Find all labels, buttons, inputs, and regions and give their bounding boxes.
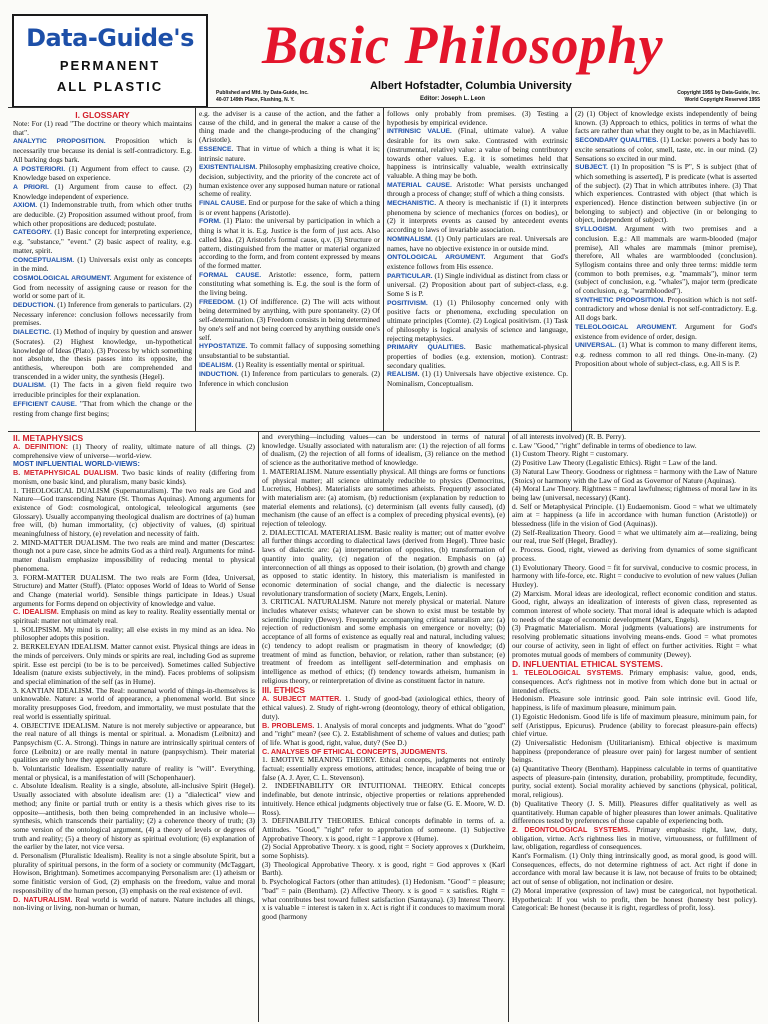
- glossary-term: SYNTHETIC PROPOSITION.: [575, 296, 666, 304]
- glossary-entry: PRIMARY QUALITIES. Basic mathematical-physical properties of bodies (e.g. extension, motion). Contrast: secondary qualities.: [387, 342, 569, 370]
- logo-line-plastic: ALL PLASTIC: [56, 79, 164, 94]
- paragraph: (2) Self-Realization Theory. Good = what we ultimately aim at—realizing, being our real, true Self (Hegel, Bradley).: [512, 527, 757, 546]
- paragraph: c. Law "Good," "right" definable in terms of obedience to law.: [512, 440, 697, 450]
- glossary-entry: HYPOSTATIZE. To commit fallacy of supposing something unsubstantial to be substantial.: [199, 341, 380, 360]
- paragraph: b. Voluntaristic Idealism. Essentially nature of reality is "will". Everything, mental or physical, is a manifestation of will (Schopenhauer).: [13, 764, 255, 782]
- paragraph: (3) Pragmatic Materialism. Moral judgments (valuations) are instruments for resolving problematic situations involving means-ends. Good = what promotes our course of activity, seen in light of effect on further activities. Right = what promotes mutual goods of members of community (Dewey).: [512, 623, 757, 659]
- world-views-heading: MOST INFLUENTIAL WORLD-VIEWS:: [13, 459, 140, 469]
- glossary-term: EFFICIENT CAUSE.: [13, 400, 77, 408]
- glossary-term: PRIMARY QUALITIES.: [387, 344, 466, 352]
- author: Albert Hofstadter, Columbia University: [370, 80, 572, 92]
- paragraph: d. Self or Metaphysical Principle. (1) Eudaemonism. Good = what we ultimately aim at = happiness (a life in accordance with human function (Aristotle)) or blessedness (life in the vision of God (Aquinas)).: [512, 501, 757, 529]
- deontological-heading: 2. DEONTOLOGICAL SYSTEMS.: [512, 824, 630, 834]
- paragraph: of all interests involved) (R. B. Perry).: [512, 433, 626, 441]
- glossary-entry: UNIVERSAL. (1) What is common to many different items, e.g. redness common to all red things. One-in-many. (2) Proposition about whole of subject-class, e.g. All S is P.: [575, 340, 757, 368]
- glossary-entry: follows only probably from premises. (3) Testing a hypothesis by empirical evidence.: [387, 110, 568, 127]
- glossary-entry: ONTOLOGICAL ARGUMENT. Argument that God's existence follows from His essence.: [387, 252, 568, 271]
- glossary-term: PARTICULAR.: [387, 272, 433, 280]
- paragraph: c. Absolute Idealism. Reality is a single, absolute, all-inclusive Spirit (Hegel). Usually associated with absolute idealism are: (1) a "dialectical" view and method; any finite or partial truth or entity is a thesis which gives rise to its opposite—antithesis, both then being comprehended in an inclusive whole—synthesis, which transcends their partiality; (2) a coherence theory of truth; (3) some version of the ontological argument, (4) a theory of levels or degrees of truth and reality; (5) a theory of history as spiritual evolution; (6) explanation of the earlier by the later, not vice versa.: [13, 781, 255, 852]
- glossary-entry: EXISTENTIALISM. Philosophy emphasizing creative choice, decision, subjectivity, and the priority of the concrete act of human existence over any supposed human nature or rational scheme of reality.: [199, 162, 381, 199]
- glossary-entry: ANALYTIC PROPOSITION. Proposition which is necessarily true because its denial is self-contradictory. E.g. All barking dogs bark.: [13, 136, 193, 164]
- paragraph: 1. Analysis of moral concepts and judgments. What do "good" and "right" mean? (see C). 2. Establishment of scheme of values and duties; path of life. What is good, right, value, duty? (See D.): [262, 720, 505, 747]
- copyright-line: Copyright 1955 by Data-Guide, Inc.: [677, 90, 760, 96]
- glossary-term: UNIVERSAL.: [575, 342, 617, 350]
- glossary-entry: MECHANISTIC. A theory is mechanistic if (1) it interprets phenomena by science of mechanics (forces on bodies), or (2) it interprets events as caused by antecedent events according to laws of invariable association.: [387, 198, 568, 235]
- glossary-term: FORM.: [199, 218, 221, 226]
- paragraph: (1) Egoistic Hedonism. Good life is life of maximum pleasure, minimum pain, for self (Aristippus, Epicurus). Prudence (ability to forecast pleasure-pain effects) chief virtue.: [512, 711, 757, 739]
- paragraph: b. Psychological Factors (other than attitudes). (1) Hedonism. "Good" = pleasure; "bad" = pain (Bentham). (2) Affective Theory. x is good = x satisfies. Right = what contributes best toward fullest satisfaction (Santayana). (3) Interest Theory. x is valuable = interest is taken in x. Act is right if it conduces to maximum moral good (harmony: [262, 877, 505, 921]
- publisher-address: 40-07 149th Place, Flushing, N. Y.: [216, 97, 295, 103]
- glossary-term: COSMOLOGICAL ARGUMENT.: [13, 274, 112, 282]
- metaphysics-heading: II. METAPHYSICS: [13, 433, 84, 443]
- paragraph: (2) Moral imperative (expression of law) must be categorical, not hypothetical. Hypothetical: If you wish to profit, then be honest (honesty best policy). Categorical: Be honest (because it is right, regardless of profit, loss).: [512, 885, 757, 913]
- glossary-entry: Note: For (1) read "The doctrine or theory which maintains that".: [13, 119, 192, 137]
- subject-matter-heading: A. SUBJECT MATTER.: [262, 694, 342, 704]
- paragraph: Primary emphasis: value, good, ends, consequences. Act's rightness not in motive from which done but in actual or intended effects.: [512, 668, 757, 695]
- glossary-entry: INTRINSIC VALUE. (Final, ultimate value). A value desirable for its own sake. Contrasted with extrinsic (instrumental, relative) value: a value of being contributory towards other values. E.g. it is sometimes held that happiness is intrinsically valuable, wealth extrinsically valuable. A thing may be both.: [387, 126, 568, 180]
- glossary-entry: DIALECTIC. (1) Method of inquiry by question and answer (Socrates). (2) Highest knowledge, un-hypothetical knowledge of Ideas (Plato). (3) Process by which something not absolute, the thesis passes into its opposite, the antithesis, whereupon both are comprehended and transcended in a wider unity, the synthesis (Hegel).: [13, 327, 192, 381]
- publisher-info: [216, 90, 309, 104]
- glossary-entry: INDUCTION. (1) Inference from particulars to generals. (2) Inference in which conclusion: [199, 369, 380, 389]
- glossary-entry: PARTICULAR. (1) Single individual as distinct from class or universal. (2) Proposition about part of subject-class, e.g. Some S is P.: [387, 270, 568, 299]
- glossary-heading: I. GLOSSARY: [75, 110, 130, 120]
- paragraph: (2) Marxism. Moral ideas are ideological, reflect economic condition and status. Good, right, always an idealization of interests of given class, represented as common interest of whole society. That moral ideal is adequate which is adapted to needs of the stage of economic development (Marx, Engels).: [512, 588, 757, 624]
- glossary-entry: (2) (1) Object of knowledge exists independently of being known. (3) Approach to ethics, politics in terms of what the facts are rather than what they ought to be, as in Machiavelli.: [575, 110, 757, 136]
- ethical-systems-column: [509, 433, 760, 1021]
- glossary-term: IDEALISM.: [199, 361, 234, 369]
- glossary-term: FORMAL CAUSE.: [199, 271, 262, 279]
- paragraph: 2. INDEFINABILITY OR INTUITIONAL THEORY. Ethical concepts indefinable, but denote intrinsic, objective properties or relations apprehended intuitively. Hence ethical judgments objectively true or false (G. E. Moore, W. D. Ross).: [262, 781, 505, 817]
- section-rule: [8, 431, 760, 432]
- paragraph: 1. THEOLOGICAL DUALISM (Supernaturalism). The two reals are God and Nature—God transcending Nature (St. Thomas Aquinas). Among arguments for existence of God: cosmological, ontological, teleological arguments (see Glossary). Usually accompanying theological dualism are doctrines of (a) human free will, (b) human immortality, (c) objectivity of values, (d) spiritual meaningfulness of history, (e) revelation and necessity of faith.: [13, 485, 255, 539]
- paragraph: (1) Evolutionary Theory. Good = fit for survival, conducive to cosmic process, in harmony with life-force, etc. Right = conducive to evolution of new values (Julian Huxley).: [512, 562, 757, 589]
- glossary-term: REALISM.: [387, 371, 420, 379]
- glossary-entry: DUALISM. (1) The facts in a given field require two irreducible principles for their explanation.: [13, 380, 192, 400]
- glossary-entry: TELEOLOGICAL ARGUMENT. Argument for God's existence from evidence of order, design.: [575, 321, 757, 341]
- glossary-term: AXIOM.: [13, 202, 38, 210]
- paragraph: (2) Social Approbative Theory. x is good, right = Society approves x (Durkheim, some Sophists).: [262, 842, 505, 861]
- header-rule: [8, 107, 760, 108]
- glossary-term: SYLLOGISM.: [575, 226, 617, 234]
- glossary-entry: IDEALISM. (1) Reality is essentially mental or spiritual.: [199, 359, 365, 369]
- glossary-term: POSITIVISM.: [387, 299, 428, 307]
- naturalism-heading: D. NATURALISM.: [13, 894, 73, 904]
- logo-text: Data-Guide's: [26, 24, 194, 52]
- copyright: [650, 90, 760, 104]
- copyright-reserved: World Copyright Reserved 1955: [684, 97, 760, 103]
- glossary-term: CONCEPTUALISM.: [13, 256, 75, 264]
- glossary-entry: MATERIAL CAUSE. Aristotle: What persists unchanged through a process of change; stuff of which a thing consists.: [387, 179, 568, 199]
- glossary-column-2: [196, 110, 383, 430]
- definition-text: (1) Theory of reality, ultimate nature of all things. (2) comprehensive view of universe—world-view.: [13, 442, 255, 460]
- paragraph: Emphasis on mind as key to reality. Reality essentially mental or spiritual: matter not ultimately real.: [13, 607, 255, 626]
- paragraph: Two basic kinds of reality (differing from monism, one basic kind, and pluralism, many basic kinds).: [13, 468, 255, 486]
- ethical-systems-heading: D. INFLUENTIAL ETHICAL SYSTEMS.: [512, 659, 663, 670]
- idealism-heading: C. IDEALISM.: [13, 607, 59, 617]
- glossary-entry: FORMAL CAUSE. Aristotle: essence, form, pattern constituting what something is. E.g. the soul is the form of the living being.: [199, 269, 380, 298]
- publisher-line: Published and Mfd. by Data-Guide, Inc.: [216, 90, 309, 96]
- paragraph: (4) Moral Law Theory. Rightness = moral lawfulness; rightness of moral law in its being law (universal, necessary) (Kant).: [512, 484, 757, 502]
- glossary-term: SECONDARY QUALITIES.: [575, 137, 659, 145]
- paragraph: (a) Quantitative Theory (Bentham). Happiness calculable in terms of quantitative aspects of pleasure-pain (intensity, duration, probability, promptitude, fecundity, purity, social extent). Social morality achieved by sanctions (physical, political, moral, religious).: [512, 764, 757, 800]
- glossary-term: NOMINALISM.: [387, 235, 433, 243]
- paragraph: 1. Study of good-bad (axiological ethics, theory of ethical values). 2. Study of right-wrong (deontology, theory of ethical obligation, duty).: [262, 694, 505, 721]
- dualism-heading: B. METAPHYSICAL DUALISM.: [13, 468, 119, 478]
- glossary-term: DIALECTIC.: [13, 329, 52, 337]
- paragraph: (3) Theological Approbative Theory. x is good, right = God approves x (Karl Barth).: [262, 859, 505, 878]
- paragraph: 1. EMOTIVE MEANING THEORY. Ethical concepts, judgments not entirely factual; essentially express emotions, attitudes; hence, incapable of being true or false (A. J. Ayer, C. L. Stevenson).: [262, 755, 505, 782]
- glossary-entry: REALISM. (1) (1) Universals have objective existence. Cp. Nominalism, Conceptualism.: [387, 369, 568, 389]
- glossary-term: MATERIAL CAUSE.: [387, 181, 452, 189]
- glossary-term: HYPOSTATIZE.: [199, 343, 248, 351]
- glossary-entry: SUBJECT. (1) In proposition "S is P", S is subject (that of which something is asserted), P is predicate (what is asserted of the subject). (2) That in which attributes inhere. (3) That which experiences. Contrasted with object (that which is experienced). Hence distinction between subjective (in or belonging to subject) and objective (in or belonging to object, independent of subject).: [575, 162, 757, 225]
- glossary-entry: POSITIVISM. (1) (1) Philosophy concerned only with positive facts or phenomena, excluding speculation on ultimate principles (Comte). (2) Logical positivism. (1) Task of philosophy is logical analysis of science and language, rejecting metaphysics.: [387, 297, 568, 343]
- paragraph: Real world is world of nature. Nature includes all things, non-living or living, non-human or human,: [13, 894, 255, 913]
- paragraph: Kant's Formalism. (1) Only thing intrinsically good, as moral good, is good will. Consequences, effects, do not determine rightness of act. Act right if done in accordance with moral law because it is law, not because of fruits to be obtained; act out of sense of obligation, not inclination or desire.: [512, 851, 757, 887]
- glossary-term: DEDUCTION.: [13, 302, 56, 310]
- paragraph: (b) Qualitative Theory (J. S. Mill). Pleasures differ qualitatively as well as quantitatively. Human capable of higher pleasures than lower animals. Qualitative differences tested by preferences of those capable of experiencing both.: [512, 798, 757, 826]
- metaphysics-column: [10, 433, 258, 1021]
- definition-heading: A. DEFINITION:: [13, 442, 69, 451]
- glossary-term: SUBJECT.: [575, 164, 608, 172]
- paragraph: (2) Positive Law Theory (Legalistic Ethics). Right = Law of the land.: [512, 458, 717, 468]
- naturalism-ethics-column: [259, 433, 508, 1021]
- glossary-term: A POSTERIORI.: [13, 165, 66, 173]
- glossary-term: CATEGORY.: [13, 229, 52, 237]
- glossary-term: FINAL CAUSE.: [199, 200, 247, 208]
- glossary-term: EXISTENTIALISM.: [199, 164, 258, 172]
- glossary-entry: NOMINALISM. (1) Only particulars are real. Universals are names, have no objective existence in or outside mind.: [387, 233, 568, 253]
- glossary-term: DUALISM.: [13, 382, 46, 390]
- glossary-term: ANALYTIC PROPOSITION.: [13, 138, 106, 146]
- paragraph: 2. BERKELEYAN IDEALISM. Matter cannot exist. Physical things are ideas in the minds of perceivers. Only minds or spirits are real, including God as supreme spirit. Esse est percipi (to be is to be perceived). Sometimes called Subjective Idealism (nature exists subjectively, in the mind). Faces problems of solipsism and special elimination of the self (as in Hume).: [13, 642, 255, 686]
- glossary-term: ESSENCE.: [199, 145, 234, 153]
- paragraph: and everything—including values—can be understood in terms of natural knowledge. Usually associated with naturalism are: (1) the rejection of all forms of dualism, (2) the rejection of all forms of idealism, (3) reliance on the method of science as the authoritative method of knowledge.: [262, 433, 505, 468]
- glossary-entry: DEDUCTION. (1) Inference from generals to particulars. (2) Necessary inference: conclusion follows necessarily from premises.: [13, 300, 192, 328]
- analyses-heading: C. ANALYSES OF ETHICAL CONCEPTS, JUDGMENTS.: [262, 746, 448, 756]
- paragraph: (2) Universalistic Hedonism (Utilitarianism). Ethical objective is maximum happiness (preponderance of pleasure over pain) for largest number of sentient beings.: [512, 737, 757, 765]
- paragraph: 3. FORM-MATTER DUALISM. The two reals are Form (Idea, Universal, Structure) and Matter (Stuff). (Plato: opposes World of Ideas to World of Sense and Change (material world). Sensible things participate in Ideas.) Usual arguments for Forms depend on objectivity of knowledge and value.: [13, 572, 255, 608]
- glossary-entry: SYLLOGISM. Argument with two premises and a conclusion. E.g.: All mammals are warm-blooded (major premise), All whales are mammals (minor premise), therefore, All whales are warmblooded (conclusion). Syllogism contains three and only three terms: middle term (common to both premises, e.g. "mammals"), minor term (subject of conclusion, e.g. "whales"), major term (predicate of conclusion, e.g. "warmblooded").: [575, 224, 757, 296]
- paragraph: 3. KANTIAN IDEALISM. The Real: noumenal world of things-in-themselves is unknowable. Nature: a world of appearance, a phenomenal world. But since morality presupposes God, freedom, and immortality, we must postulate that the real world is essentially spiritual.: [13, 685, 255, 721]
- paragraph: Primary emphasis: right, law, duty, obligation, virtue. Act's rightness lies in motive, virtuousness, or fulfillment of law, obligation, regardless of consequences.: [512, 824, 757, 852]
- glossary-entry: e.g. the adviser is a cause of the action, and the father a cause of the child, and in general the maker a cause of the thing made and the change-producing of the changing" (Aristotle).: [199, 110, 380, 145]
- paragraph: 4. OBJECTIVE IDEALISM. Nature is not merely subjective or appearance, but the real nature of all things is mental or spiritual. a. Monadism (Leibnitz) and Panpsychism (C. A. Strong). Things in nature are intrinsically spiritual centers of force (Leibnitz) or are really mental in nature (panpsychism). Their material qualities are only how they appear outwardly.: [13, 720, 255, 765]
- logo: [12, 14, 208, 108]
- glossary-term: ONTOLOGICAL ARGUMENT.: [387, 254, 486, 262]
- glossary-entry: A PRIORI. (1) Argument from cause to effect. (2) Knowledge independent of experience.: [13, 181, 192, 201]
- ethics-heading: III. ETHICS: [262, 685, 305, 696]
- editor: Editor: Joseph L. Leon: [420, 96, 486, 102]
- teleological-heading: 1. TELEOLOGICAL SYSTEMS.: [512, 668, 624, 678]
- glossary-entry: CONCEPTUALISM. (1) Universals exist only as concepts in the mind.: [13, 254, 192, 274]
- glossary-entry: ESSENCE. That in virtue of which a thing is what it is; intrinsic nature.: [199, 143, 380, 163]
- paragraph: (3) Natural Law Theory. Goodness or rightness = harmony with the Law of Nature (Stoics) or harmony with the Law of God as Governor of Nature (Aquinas).: [512, 466, 757, 485]
- glossary-entry: SECONDARY QUALITIES. (1) Locke: powers a body has to excite sensations of color, smell, taste, etc. in our mind. (2) Sensations so excited in our mind.: [575, 135, 757, 163]
- paragraph: 3. CRITICAL NATURALISM. Nature not merely physical or material. Nature includes whatever exists; whatever can be shown to exist must be testable by scientific inquiry (Dewey). Frequently accompanying critical naturalism are: (a) rejection of reductionism and some emphasis on emergence or novelty; (b) acceptance of all forms of existence as equally real and natural, including values; (c) tendency to adopt realism or pragmatism in theory of knowledge; (d) treatment of mind as function, behavior, or relation, rather than substance; (e) treatment of freedom as intelligent self-determination and emphasis on intelligence as method of ethics; (f) tendency towards atheism, humanism in religious theory, or reinterpretation of divine as constituent factor in nature.: [262, 597, 505, 685]
- paragraph: 1. MATERIALISM. Nature essentially physical. All things are forms or functions of physical matter; all science ultimately reducible to physics (Democritus, Lucretius, Hobbes). Materialists are sometimes atheists. Frequently associated with materialism are: (a) atomism, (b) reductionism (explanation by reduction to material elements and relations), (c) determinism (all events fully caused), (d) mechanism (the cause of an effect is a complex of preceding physical events), (e) rejection of teleology.: [262, 466, 505, 529]
- paragraph: 2. DIALECTICAL MATERIALISM. Basic reality is matter; out of matter evolve all further things according to dialectical laws (derived from Hegel). Three basic laws of dialectic are: (a) interpenetration of opposites, (b) transformation of quantity into quality, (c) negation of the negation. Emphasis on (a) interconnection of all things as opposed to their isolation, (b) growth and change as opposed to static identity. In history, this materialism is manifested in economic determination of social change, and the dialectic is necessary revolutionary transformation of society (Marx, Engels, Lenin).: [262, 527, 505, 598]
- glossary-entry: EFFICIENT CAUSE. "That from which the change or the resting from change first begins;: [13, 398, 192, 418]
- glossary-entry: CATEGORY. (1) Basic concept for interpreting experience, e.g. "substance," "event." (2) basic aspect of reality, e.g. matter, spirit.: [13, 227, 192, 255]
- paragraph: 3. DEFINABILITY THEORIES. Ethical concepts definable in terms of. a. Attitudes. "Good," "right" refer to approbation of someone. (1) Subjective Approbative Theory. x is good, right = I approve x (Hume).: [262, 816, 505, 843]
- paragraph: d. Personalism (Pluralistic Idealism). Reality is not a single absolute Spirit, but a plurality of spiritual persons, in the form of a society or community (McTaggart, Howison, Brightman). Sometimes accompanying Personalism are: (1) atheism or some finitistic version of God, (2) emphasis on the freedom, value and moral responsibility of the human person, (3) emphasis on the real existence of evil.: [13, 851, 255, 895]
- glossary-entry: AXIOM. (1) Indemonstrable truth, from which other truths are deducible. (2) Proposition assumed without proof, from which other propositions are deduced; postulate.: [13, 200, 192, 228]
- paragraph: 1. SOLIPSISM. My mind is reality; all else exists in my mind as an idea. No philosopher adopts this position.: [13, 624, 255, 643]
- page-title: Basic Philosophy: [262, 15, 664, 75]
- glossary-entry: FREEDOM. (1) Of indifference. (2) The will acts without being determined by anything, with pure spontaneity. (2) Of self-determination. (3) Freedom consists in being determined by one's self and not being coerced by anything outside one's self.: [199, 296, 380, 342]
- glossary-term: INTRINSIC VALUE.: [387, 128, 452, 136]
- glossary-term: A PRIORI.: [13, 183, 49, 191]
- glossary-entry: FORM. (1) Plato: the universal by participation in which a thing is what it is. E.g. Justice is the form of just acts. Also called Idea. (2) Aristotle's formal cause, q.v. (3) Structure or pattern, distinguished from the matter or material organized according to the form, and from content expressed by means of the formed matter.: [199, 216, 380, 270]
- glossary-term: TELEOLOGICAL ARGUMENT.: [575, 323, 677, 331]
- glossary-term: FREEDOM.: [199, 298, 235, 306]
- paragraph: (1) Custom Theory. Right = customary.: [512, 449, 629, 459]
- glossary-entry: A POSTERIORI. (1) Argument from effect to cause. (2) Knowledge based on experience.: [13, 163, 192, 183]
- glossary-column-4: [572, 110, 760, 430]
- glossary-entry: FINAL CAUSE. End or purpose for the sake of which a thing is or event happens (Aristotle).: [199, 198, 380, 217]
- glossary-entry: SYNTHETIC PROPOSITION. Proposition which is not self-contradictory and whose denial is not self-contradictory. E.g. All dogs bark.: [575, 294, 757, 323]
- logo-line-permanent: PERMANENT: [59, 58, 161, 73]
- glossary-entry: COSMOLOGICAL ARGUMENT. Argument for existence of God from necessity of assigning cause or reason for the world or some part of it.: [13, 272, 192, 301]
- glossary-column-1: [10, 110, 195, 430]
- glossary-term: INDUCTION.: [199, 371, 239, 379]
- paragraph: Hedonism. Pleasure sole intrinsic good. Pain sole intrinsic evil. Good life, happiness, is life of maximum pleasure, minimum pain.: [512, 694, 757, 713]
- paragraph: 2. MIND-MATTER DUALISM. The two reals are mind and matter (Descartes: though not a pure case, since he admits God as a third real). Arguments for mind-matter dualism emphasize impossibility of reducing mental to physical phenomena.: [13, 537, 255, 573]
- glossary-column-3: [384, 110, 571, 430]
- problems-heading: B. PROBLEMS.: [262, 720, 315, 730]
- glossary-term: MECHANISTIC.: [387, 200, 437, 208]
- paragraph: e. Process. Good, right, viewed as deriving from dynamics of some significant process.: [512, 545, 757, 563]
